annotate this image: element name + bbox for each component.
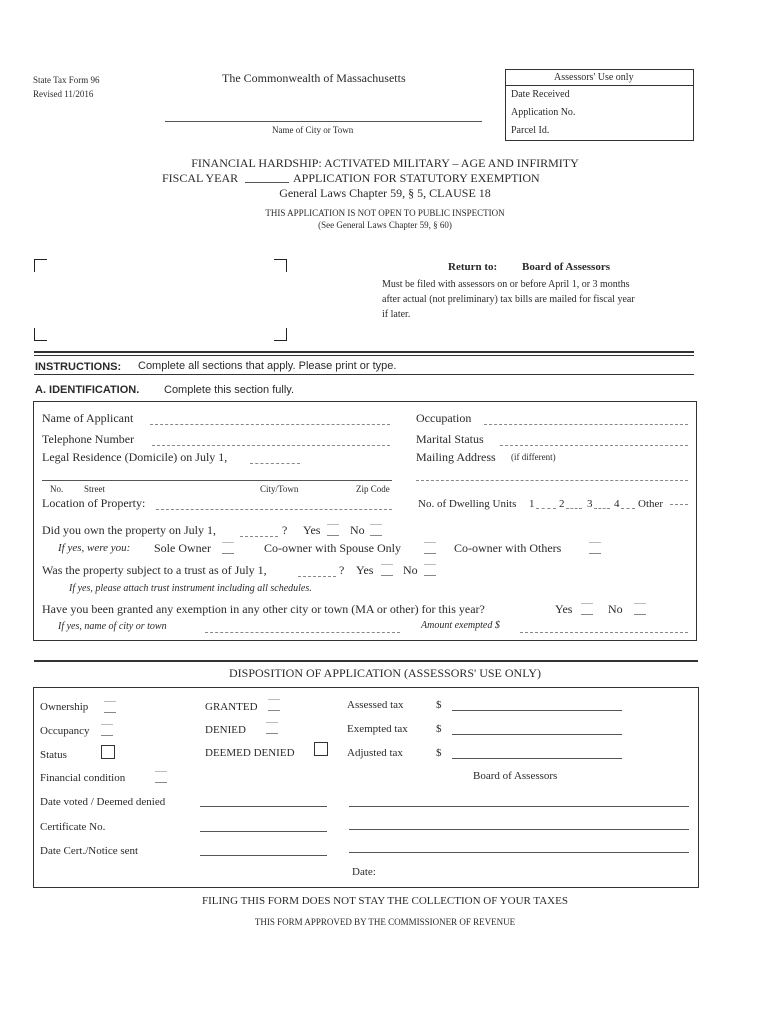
sole-owner-label: Sole Owner	[154, 541, 211, 555]
form-title-line3: General Laws Chapter 59, § 5, CLAUSE 18	[279, 186, 491, 200]
filing-deadline-note: after actual (not preliminary) tax bills are mailed for fiscal year	[382, 294, 635, 305]
exemption-question: Have you been granted any exemption in any other city or town (MA or other) for this year?	[42, 602, 485, 616]
denied-checkbox[interactable]	[266, 722, 278, 734]
assessor-signature-line[interactable]	[349, 852, 689, 853]
coowner-others-checkbox[interactable]	[589, 542, 601, 554]
form-title-line2: APPLICATION FOR STATUTORY EXEMPTION	[293, 171, 540, 185]
location-of-property-label: Location of Property:	[42, 496, 146, 510]
adjusted-tax-field[interactable]	[452, 758, 622, 759]
date-label: Date:	[352, 866, 376, 878]
dwelling-unit-other-label: Other	[638, 498, 664, 510]
date-cert-field[interactable]	[200, 855, 327, 856]
financial-condition-label: Financial condition	[40, 772, 126, 784]
address-window-corner	[274, 328, 287, 341]
telephone-label: Telephone Number	[42, 432, 135, 446]
not-public-notice: THIS APPLICATION IS NOT OPEN TO PUBLIC INSPECTION	[265, 208, 505, 218]
fiscal-year-field[interactable]	[245, 182, 289, 183]
date-voted-field[interactable]	[200, 806, 327, 807]
dwelling-unit-other-field[interactable]	[670, 504, 688, 505]
name-of-applicant-field[interactable]	[150, 424, 390, 425]
location-of-property-field[interactable]	[156, 509, 392, 510]
city-label: Name of City or Town	[272, 125, 354, 135]
deemed-denied-label: DEEMED DENIED	[205, 747, 295, 759]
exemption-yes-checkbox[interactable]	[581, 603, 593, 615]
status-label: Status	[40, 749, 67, 761]
coowner-spouse-checkbox[interactable]	[424, 542, 436, 554]
application-no-label: Application No.	[511, 107, 576, 118]
disposition-title: DISPOSITION OF APPLICATION (ASSESSORS' USE ONLY)	[228, 666, 541, 680]
sole-owner-checkbox[interactable]	[222, 542, 234, 554]
assessed-tax-field[interactable]	[452, 710, 622, 711]
date-received-label: Date Received	[511, 89, 570, 100]
parcel-id-label: Parcel Id.	[511, 125, 550, 136]
amount-exempted-field[interactable]	[520, 632, 688, 633]
filing-deadline-note: Must be filed with assessors on or before April 1, or 3 months	[382, 279, 630, 290]
dwelling-unit-2-label: 2	[559, 498, 565, 510]
assessors-use-box	[505, 69, 694, 141]
disposition-section	[33, 687, 699, 888]
occupancy-checkbox[interactable]	[101, 724, 113, 736]
trust-no-checkbox[interactable]	[424, 564, 436, 576]
address-zip-label: Zip Code	[356, 484, 390, 494]
trust-year-field[interactable]	[298, 576, 336, 577]
form-title-line1: FINANCIAL HARDSHIP: ACTIVATED MILITARY – AGE AND INFIRMITY	[191, 156, 579, 170]
date-cert-label: Date Cert./Notice sent	[40, 845, 139, 857]
divider	[34, 374, 694, 375]
section-a-text: Complete this section fully.	[164, 384, 295, 396]
mailing-address-field[interactable]	[416, 480, 688, 481]
assessed-tax-dollar: $	[436, 699, 442, 711]
exemption-no-label: No	[608, 602, 623, 616]
financial-condition-checkbox[interactable]	[155, 771, 167, 783]
address-street-label: Street	[84, 484, 105, 494]
trust-instruction-note: If yes, please attach trust instrument including all schedules.	[69, 583, 312, 594]
board-of-assessors-label: Board of Assessors	[473, 770, 558, 782]
address-city-label: City/Town	[260, 484, 299, 494]
dwelling-unit-4-label: 4	[614, 498, 620, 510]
dwelling-unit-2-field[interactable]	[566, 508, 582, 509]
coowner-others-label: Co-owner with Others	[454, 541, 562, 555]
amount-exempted-label: Amount exempted $	[421, 620, 500, 631]
dwelling-unit-3-label: 3	[587, 498, 593, 510]
own-yes-label: Yes	[303, 523, 321, 537]
assessed-tax-label: Assessed tax	[347, 699, 404, 711]
divider	[34, 660, 698, 662]
dwelling-units-label: No. of Dwelling Units	[418, 498, 517, 510]
adjusted-tax-label: Adjusted tax	[347, 747, 403, 759]
granted-label: GRANTED	[205, 701, 258, 713]
own-property-year-field[interactable]	[240, 536, 278, 537]
revised-date: Revised 11/2016	[33, 89, 94, 99]
mailing-address-label: Mailing Address	[416, 450, 496, 464]
name-of-applicant-label: Name of Applicant	[42, 411, 134, 425]
trust-question: Was the property subject to a trust as of July 1,	[42, 563, 267, 577]
deemed-denied-checkbox[interactable]	[314, 742, 328, 756]
form-id: State Tax Form 96	[33, 75, 100, 85]
if-different-note: (if different)	[511, 452, 556, 462]
exempted-tax-dollar: $	[436, 723, 442, 735]
footer-approval: THIS FORM APPROVED BY THE COMMISSIONER OF REVENUE	[254, 917, 516, 927]
dwelling-unit-3-field[interactable]	[594, 508, 610, 509]
occupation-label: Occupation	[416, 411, 472, 425]
legal-residence-address-field[interactable]	[42, 480, 392, 481]
legal-residence-year-field[interactable]	[250, 463, 300, 464]
footer-notice: FILING THIS FORM DOES NOT STAY THE COLLECTION OF YOUR TAXES	[202, 895, 568, 907]
granted-checkbox[interactable]	[268, 699, 280, 711]
question-mark: ?	[282, 523, 288, 537]
trust-no-label: No	[403, 563, 418, 577]
divider	[34, 351, 694, 353]
legal-residence-label: Legal Residence (Domicile) on July 1,	[42, 450, 228, 464]
occupancy-label: Occupancy	[40, 725, 90, 737]
dwelling-unit-1-label: 1	[529, 498, 535, 510]
exemption-no-checkbox[interactable]	[634, 603, 646, 615]
own-property-question: Did you own the property on July 1,	[42, 523, 216, 537]
assessor-signature-line[interactable]	[349, 829, 689, 830]
if-yes-name-city: If yes, name of city or town	[58, 621, 167, 632]
own-no-label: No	[350, 523, 365, 537]
trust-yes-label: Yes	[356, 563, 374, 577]
denied-label: DENIED	[205, 724, 246, 736]
occupation-field[interactable]	[484, 424, 688, 425]
status-checkbox[interactable]	[101, 745, 115, 759]
instructions-label: INSTRUCTIONS:	[35, 361, 122, 373]
marital-status-field[interactable]	[500, 445, 688, 446]
if-yes-were-you: If yes, were you:	[58, 542, 131, 554]
exempted-tax-field[interactable]	[452, 734, 622, 735]
coowner-spouse-label: Co-owner with Spouse Only	[264, 541, 401, 555]
marital-status-label: Marital Status	[416, 432, 484, 446]
return-to-board: Board of Assessors	[522, 261, 611, 273]
city-name-field[interactable]	[165, 121, 482, 122]
assessors-box-title: Assessors' Use only	[554, 72, 634, 83]
commonwealth-heading: The Commonwealth of Massachusetts	[222, 71, 406, 85]
ownership-label: Ownership	[40, 701, 89, 713]
exemption-yes-label: Yes	[555, 602, 573, 616]
fiscal-year-label: FISCAL YEAR	[162, 171, 239, 185]
question-mark: ?	[339, 563, 345, 577]
date-voted-label: Date voted / Deemed denied	[40, 796, 166, 808]
filing-deadline-note: if later.	[382, 309, 411, 320]
exempted-tax-label: Exempted tax	[347, 723, 408, 735]
section-a-label: A. IDENTIFICATION.	[35, 384, 140, 396]
certificate-no-field[interactable]	[200, 831, 327, 832]
dwelling-unit-4-field[interactable]	[621, 508, 635, 509]
own-yes-checkbox[interactable]	[327, 524, 339, 536]
divider	[34, 355, 694, 356]
instructions-text: Complete all sections that apply. Please print or type.	[138, 360, 397, 372]
assessor-signature-line[interactable]	[349, 806, 689, 807]
trust-yes-checkbox[interactable]	[381, 564, 393, 576]
chapter-notice: (See General Laws Chapter 59, § 60)	[318, 220, 452, 230]
other-city-name-field[interactable]	[205, 632, 400, 633]
return-to-label: Return to:	[448, 261, 498, 273]
telephone-field[interactable]	[152, 445, 390, 446]
address-window-corner	[34, 259, 47, 272]
address-window-corner	[274, 259, 287, 272]
ownership-checkbox[interactable]	[104, 701, 116, 713]
certificate-no-label: Certificate No.	[40, 821, 106, 833]
adjusted-tax-dollar: $	[436, 747, 442, 759]
own-no-checkbox[interactable]	[370, 524, 382, 536]
dwelling-unit-1-field[interactable]	[536, 508, 556, 509]
address-window-corner	[34, 328, 47, 341]
address-no-label: No.	[50, 484, 64, 494]
